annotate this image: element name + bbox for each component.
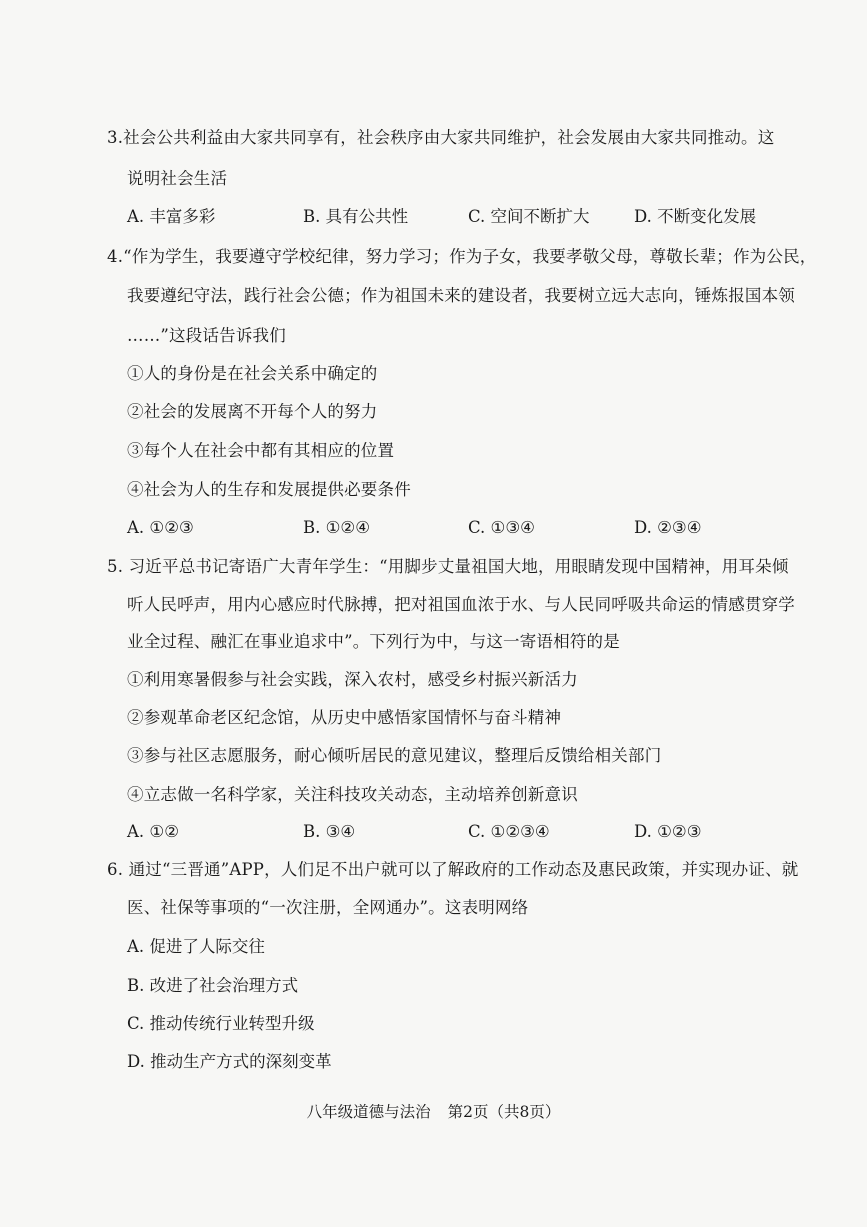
q3-option-c: C. 空间不断扩大 (468, 207, 590, 226)
q5-option-b: B. ③④ (303, 822, 356, 841)
q6-stem-line-2: 医、社保等事项的“一次注册，全网通办”。这表明网络 (127, 898, 529, 917)
q5-statement-3: ③参与社区志愿服务，耐心倾听居民的意见建议，整理后反馈给相关部门 (127, 746, 662, 765)
q5-statement-4: ④立志做一名科学家，关注科技攻关动态，主动培养创新意识 (127, 785, 578, 804)
q4-option-d: D. ②③④ (634, 518, 702, 537)
q4-stem-line-3: ……”这段话告诉我们 (127, 326, 286, 345)
footer-subject: 八年级道德与法治 (306, 1103, 431, 1121)
q4-statement-1: ①人的身份是在社会关系中确定的 (127, 364, 378, 383)
q5-stem-line-2: 听人民呼声，用内心感应时代脉搏，把对祖国血浓于水、与人民同呼吸共命运的情感贯穿学 (127, 595, 795, 614)
q5-stem-line-1: 5. 习近平总书记寄语广大青年学生：“用脚步丈量祖国大地，用眼睛发现中国精神，用耳朵倾 (107, 557, 789, 576)
q6-option-c: C. 推动传统行业转型升级 (127, 1014, 315, 1033)
q4-stem-line-2: 我要遵纪守法，践行社会公德；作为祖国未来的建设者，我要树立远大志向，锤炼报国本领 (127, 286, 795, 305)
q5-statement-1: ①利用寒暑假参与社会实践，深入农村，感受乡村振兴新活力 (127, 670, 578, 689)
q3-stem-line-1: 3.社会公共利益由大家共同享有，社会秩序由大家共同维护，社会发展由大家共同推动。这 (107, 128, 775, 147)
q4-option-c: C. ①③④ (468, 518, 535, 537)
q5-option-c: C. ①②③④ (468, 822, 550, 841)
q6-option-b: B. 改进了社会治理方式 (127, 976, 299, 995)
q4-option-a: A. ①②③ (127, 518, 194, 537)
q5-statement-2: ②参观革命老区纪念馆，从历史中感悟家国情怀与奋斗精神 (127, 708, 562, 727)
q3-option-d: D. 不断变化发展 (634, 207, 757, 226)
q5-option-a: A. ①② (127, 822, 179, 841)
q4-statement-3: ③每个人在社会中都有其相应的位置 (127, 441, 395, 460)
q4-statement-2: ②社会的发展离不开每个人的努力 (127, 402, 378, 421)
q4-option-b: B. ①②④ (303, 518, 370, 537)
q3-option-b: B. 具有公共性 (303, 207, 409, 226)
q6-option-a: A. 促进了人际交往 (127, 937, 265, 956)
q4-statement-4: ④社会为人的生存和发展提供必要条件 (127, 480, 411, 499)
q6-stem-line-1: 6. 通过“三晋通”APP，人们足不出户就可以了解政府的工作动态及惠民政策，并实现办证、就 (107, 860, 799, 879)
q4-stem-line-1: 4.“作为学生，我要遵守学校纪律，努力学习；作为子女，我要孝敬父母，尊敬长辈；作为公民， (107, 247, 817, 266)
footer-page-number: 第2页（共8页） (447, 1103, 561, 1121)
q6-option-d: D. 推动生产方式的深刻变革 (127, 1052, 332, 1071)
q5-stem-line-3: 业全过程、融汇在事业追求中”。下列行为中，与这一寄语相符的是 (127, 632, 620, 651)
q3-option-a: A. 丰富多彩 (127, 207, 216, 226)
q3-stem-line-2: 说明社会生活 (127, 169, 228, 188)
page-footer (0, 1100, 867, 1122)
q5-option-d: D. ①②③ (634, 822, 702, 841)
